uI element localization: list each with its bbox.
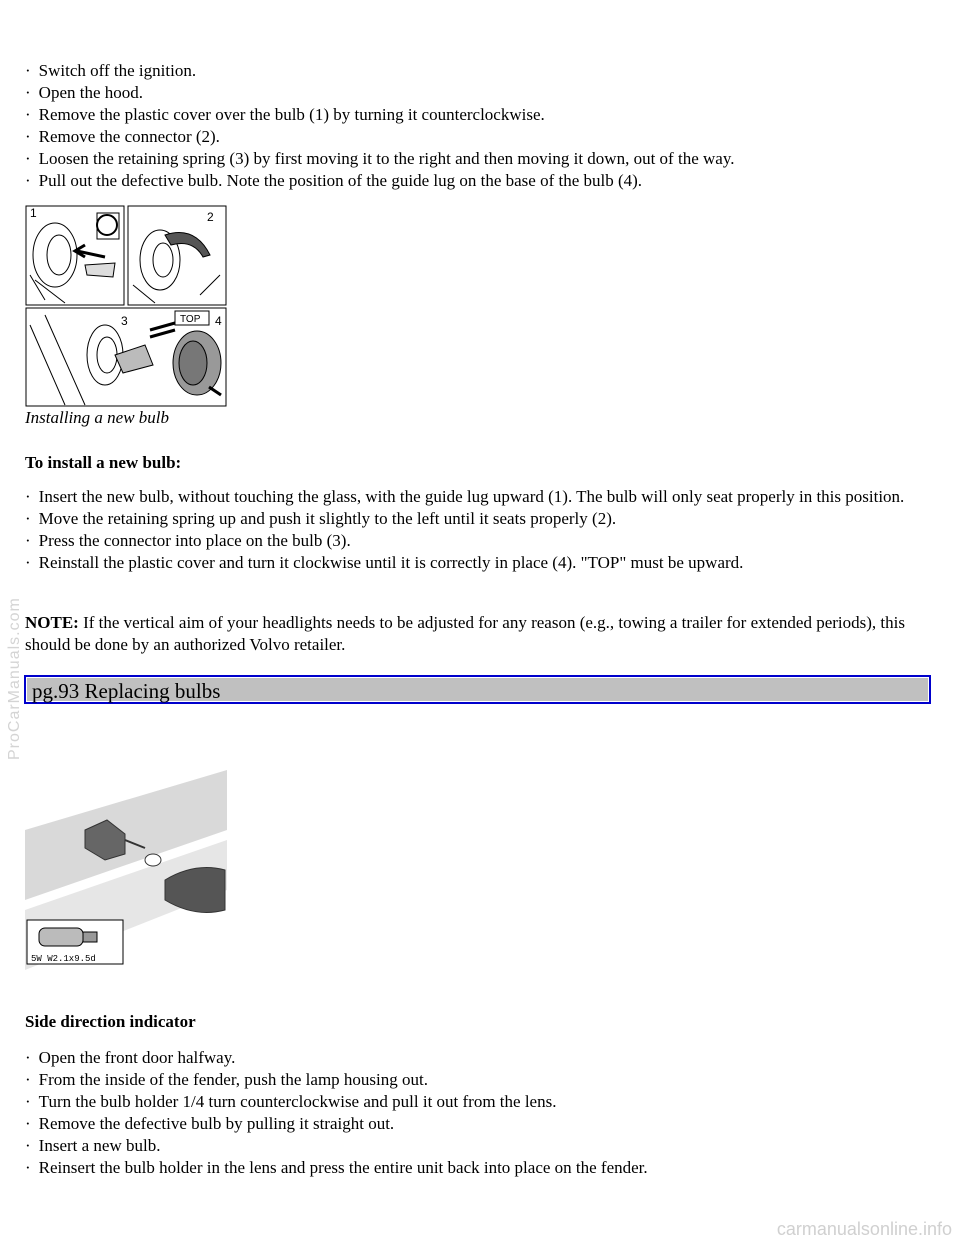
note-paragraph — [25, 612, 915, 656]
list-item: · Remove the plastic cover over the bulb (1) by turning it counterclockwise. — [25, 105, 545, 124]
list-item: · Loosen the retaining spring (3) by first moving it to the right and then moving it down, out of the way. — [25, 149, 735, 168]
svg-text:3: 3 — [121, 314, 128, 328]
list-item: · Pull out the defective bulb. Note the position of the guide lug on the base of the bulb (4). — [25, 171, 643, 190]
install-heading: To install a new bulb: — [25, 453, 182, 472]
headlight-bulb-figure — [25, 205, 227, 407]
side-indicator-steps-list — [25, 1047, 930, 1179]
list-item: · Turn the bulb holder 1/4 turn counterclockwise and pull it out from the lens. — [25, 1092, 557, 1111]
figure-panel-2 — [128, 206, 226, 305]
list-item: · Reinstall the plastic cover and turn it clockwise until it is correctly in place (4). "TOP" must be upward. — [25, 553, 744, 572]
svg-text:1: 1 — [30, 206, 37, 220]
note-text: If the vertical aim of your headlights needs to be adjusted for any reason (e.g., towing a trailer for extended periods), this should be done by an authorized Volvo retailer. — [25, 613, 905, 654]
figure-caption: Installing a new bulb — [25, 408, 170, 427]
svg-text:2: 2 — [207, 210, 214, 224]
section-title: pg.93 Replacing bulbs — [32, 679, 221, 703]
svg-text:TOP: TOP — [180, 314, 201, 325]
list-item: · Switch off the ignition. — [25, 61, 197, 80]
list-item: · Remove the defective bulb by pulling it straight out. — [25, 1114, 395, 1133]
svg-text:4: 4 — [215, 314, 222, 328]
list-item: · Reinsert the bulb holder in the lens and press the entire unit back into place on the fender. — [25, 1158, 648, 1177]
list-item: · From the inside of the fender, push the lamp housing out. — [25, 1070, 428, 1089]
list-item: · Move the retaining spring up and push it slightly to the left until it seats properly (2). — [25, 509, 617, 528]
figure-panel-3-4 — [26, 308, 226, 406]
list-item: · Remove the connector (2). — [25, 127, 220, 146]
install-steps-list — [25, 486, 915, 574]
removal-steps-list — [25, 60, 930, 192]
list-item: · Insert the new bulb, without touching the glass, with the guide lug upward (1). The bulb will only seat properly in this position. — [25, 487, 905, 506]
list-item: · Press the connector into place on the bulb (3). — [25, 531, 351, 550]
section-header-bar — [24, 675, 931, 704]
note-label: NOTE: — [25, 613, 79, 632]
watermark-bottom: carmanualsonline.info — [776, 1219, 952, 1239]
list-item: · Open the front door halfway. — [25, 1048, 236, 1067]
side-indicator-figure — [25, 770, 227, 972]
side-indicator-heading: Side direction indicator — [25, 1012, 196, 1031]
svg-text:5W W2.1x9.5d: 5W W2.1x9.5d — [31, 954, 96, 964]
figure-panel-1 — [26, 206, 124, 305]
list-item: · Open the hood. — [25, 83, 144, 102]
list-item: · Insert a new bulb. — [25, 1136, 161, 1155]
watermark-left: ProCarManuals.com — [6, 597, 23, 760]
